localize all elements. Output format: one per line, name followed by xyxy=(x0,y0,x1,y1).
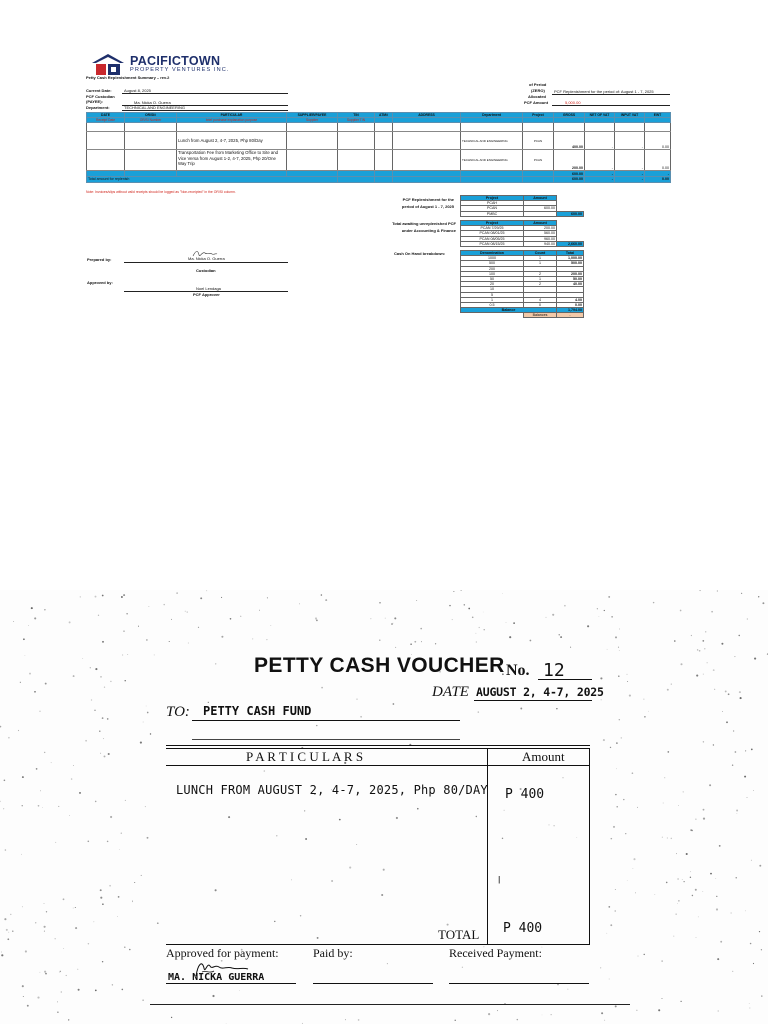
replenish-col-amount: Amount xyxy=(524,196,557,201)
voucher-total-label: TOTAL xyxy=(438,927,480,942)
coh-count: 0 xyxy=(524,302,557,307)
col-input-vat: INPUT VAT xyxy=(615,113,645,118)
coh-balance-value: 1,794.00 xyxy=(557,308,584,313)
replenish-project: PCAN xyxy=(461,206,524,211)
awaiting-amount: 940.00 xyxy=(524,241,557,246)
amount-divider xyxy=(487,748,488,944)
prepared-by-name: Ma. Nicka O. Guerra xyxy=(188,256,225,261)
payee-value: Ma. Nicka O. Guerra xyxy=(134,99,171,105)
of-period-label: of Period xyxy=(529,82,547,87)
voucher-no-label: No. xyxy=(506,662,530,679)
voucher-to-line xyxy=(192,720,460,721)
table-row xyxy=(461,211,584,216)
row-1-ewt: 0.00 xyxy=(645,132,671,150)
coh-total: 40.00 xyxy=(557,282,584,287)
voucher-date-line xyxy=(474,700,592,701)
paid-sign-line xyxy=(313,983,433,984)
department-value: TECHNICAL AND ENGINEERING xyxy=(124,104,185,110)
petty-cash-voucher xyxy=(0,590,768,1024)
pcf-amount-value: 5,000.00 xyxy=(565,99,581,105)
cash-on-hand-label: Cash On Hand breakdown: xyxy=(394,251,446,256)
row-1-particular: Lunch from August 2, 4-7, 2025, Php 80/Day xyxy=(177,132,287,150)
replenishment-table xyxy=(86,112,671,183)
col-particular: PARTICULAR xyxy=(177,113,287,118)
company-subname: PROPERTY VENTURES INC. xyxy=(130,67,230,73)
particulars-header-line xyxy=(166,765,590,766)
table-row xyxy=(87,123,671,132)
col-date: DATE xyxy=(87,113,125,118)
table-row xyxy=(87,150,671,171)
sub-supplier-tin: Supplier TIN xyxy=(338,118,375,123)
row-2-project: PCAN xyxy=(523,150,554,171)
row-1-vat: - xyxy=(615,132,645,150)
voucher-to: PETTY CASH FUND xyxy=(203,704,312,718)
department-label: Department: xyxy=(86,104,110,110)
replenish-project: PCAH xyxy=(461,201,524,206)
col-gross: GROSS xyxy=(554,113,585,118)
row-2-ewt: 0.00 xyxy=(645,150,671,171)
voucher-total: P 400 xyxy=(503,921,543,936)
awaiting-project: PCAN 7/29/25 xyxy=(461,226,524,231)
col-ewt: EWT xyxy=(645,113,671,118)
sub-receipt-date: Receipt Date xyxy=(87,118,125,123)
period-text: PCF Replenishment for the period of: August 1 - 7, 2025 xyxy=(554,89,654,94)
col-or-si: OR/SI# xyxy=(125,113,177,118)
coh-count: 2 xyxy=(524,282,557,287)
replenish-col-project: Project xyxy=(461,196,524,201)
voucher-date-label: DATE xyxy=(432,684,469,700)
voucher-no-line xyxy=(538,679,592,680)
coh-balances-value: - xyxy=(557,313,584,318)
col-tin: TIN xyxy=(338,113,375,118)
sub-purpose: brief purchase explanation purpose xyxy=(177,118,287,123)
subtotal-net: - xyxy=(585,171,615,177)
coh-balances-row xyxy=(461,313,584,318)
coh-denom: 50 xyxy=(461,276,524,281)
particulars-top-line xyxy=(166,745,590,746)
coh-denom: 5 xyxy=(461,292,524,297)
prepared-by-role: Custodian xyxy=(196,268,216,273)
replenish-project: PMBC xyxy=(461,211,524,216)
col-atm: ATM# xyxy=(375,113,393,118)
current-date-value: August 8, 2025 xyxy=(124,88,151,93)
company-name: PACIFICTOWN xyxy=(130,54,221,68)
custodian-label: PCF Custodian xyxy=(86,93,115,99)
cash-on-hand-table xyxy=(460,250,584,318)
voucher-signer: MA. NICKA GUERRA xyxy=(168,972,265,983)
row-2-particular: Transportation Fee from Marketing Office to Site and Vice Versa from August 1-2, 4-7, 2025, Php 20/One Way Trip xyxy=(177,150,287,171)
table-row xyxy=(87,132,671,150)
current-date-label: Current Date: xyxy=(86,88,112,93)
coh-total: 1,000.00 xyxy=(557,256,584,261)
awaiting-project: PCAN 08/05/25 xyxy=(461,236,524,241)
zero-label: (ZERO) xyxy=(531,87,545,93)
stray-mark-icon: ǀ xyxy=(498,875,501,884)
approved-by-name: Noel Lendaga xyxy=(196,286,221,291)
coh-col-count: Count xyxy=(524,251,557,256)
coh-count: 2 xyxy=(524,271,557,276)
row-2-net: - xyxy=(585,150,615,171)
voucher-bottom-line xyxy=(166,944,590,945)
awaiting-table xyxy=(460,220,584,247)
row-2-department: TECHNICAL AND ENGINEERING xyxy=(461,150,523,171)
awaiting-project: PCAN 08/15/25 xyxy=(461,241,524,246)
coh-denom: 10 xyxy=(461,287,524,292)
coh-denom: 1000 xyxy=(461,256,524,261)
coh-col-denom: Denomination xyxy=(461,251,524,256)
coh-denom: 20 xyxy=(461,282,524,287)
coh-denom: 500 xyxy=(461,261,524,266)
coh-col-total: Total xyxy=(557,251,584,256)
pcf-amount-line xyxy=(552,105,670,106)
replenish-amount: 600.00 xyxy=(524,206,557,211)
approved-by-label: Approved by: xyxy=(87,280,113,285)
replenish-summary-table xyxy=(460,195,584,217)
approved-sign-line xyxy=(166,983,296,984)
coh-balances-label: Balances xyxy=(524,313,557,318)
awaiting-col-project: Project xyxy=(461,221,524,226)
total-vat: - xyxy=(615,177,645,183)
coh-count: 4 xyxy=(524,297,557,302)
row-1-gross: 400.00 xyxy=(554,132,585,150)
allocated-label: Allocated xyxy=(528,93,547,99)
voucher-no: 12 xyxy=(543,660,565,681)
awaiting-project: PCAN 08/01/25 xyxy=(461,231,524,236)
report-title: Petty Cash Replenishment Summary – rev.2 xyxy=(86,75,170,80)
coh-denom: 200 xyxy=(461,266,524,271)
subtotal-gross: 600.00 xyxy=(554,171,585,177)
voucher-amount: P 400 xyxy=(505,787,545,802)
prepared-by-label: Prepared by: xyxy=(87,257,112,262)
replenish-summary-label: PCF Replenishment for the period of August 1 - 7, 2025 xyxy=(401,197,454,209)
awaiting-label: Total awaiting unreplenished PCF under Accounting & Finance xyxy=(392,221,456,233)
coh-total: 200.00 xyxy=(557,271,584,276)
total-ewt: 0.00 xyxy=(645,177,671,183)
table-row xyxy=(461,241,584,246)
voucher-particular: LUNCH FROM AUGUST 2, 4-7, 2025, Php 80/DAY xyxy=(176,783,488,797)
sub-or-si-number: OR/SI Number xyxy=(125,118,177,123)
payee-label: (PAYEE): xyxy=(86,99,103,104)
coh-denom: 0.5 xyxy=(461,302,524,307)
total-gross: 600.00 xyxy=(554,177,585,183)
coh-denom: 1 xyxy=(461,297,524,302)
pcf-amount-label: PCF Amount xyxy=(524,99,549,105)
awaiting-total: 2,660.00 xyxy=(557,241,584,246)
box-right-border xyxy=(589,748,590,944)
table-note: Note: Invoices/slips without valid receipts should be logged as "Non-receipted" in the OR/SI column. xyxy=(86,190,236,194)
table-total-row xyxy=(87,177,671,183)
voucher-title: PETTY CASH VOUCHER xyxy=(254,654,505,677)
amount-header: Amount xyxy=(522,749,565,764)
period-line xyxy=(552,94,670,95)
subtotal-ewt: - xyxy=(645,171,671,177)
coh-denom: 100 xyxy=(461,271,524,276)
row-2-vat: - xyxy=(615,150,645,171)
row-1-project: PCAN xyxy=(523,132,554,150)
awaiting-amount: 200.00 xyxy=(524,226,557,231)
particulars-header: P A R T I C U L A R S xyxy=(246,749,364,764)
received-sign-line xyxy=(449,983,589,984)
coh-total: 4.00 xyxy=(557,297,584,302)
voucher-edge-line xyxy=(150,1004,630,1005)
paid-by-label: Paid by: xyxy=(313,946,353,960)
subtotal-vat: - xyxy=(615,171,645,177)
sub-supplier: Supplier xyxy=(287,118,338,123)
total-label: Total amount for replenish xyxy=(87,177,338,183)
coh-total: 0.00 xyxy=(557,302,584,307)
logo-house-icon xyxy=(90,52,126,76)
coh-count: 1 xyxy=(524,256,557,261)
department-line xyxy=(122,110,288,111)
received-payment-label: Received Payment: xyxy=(449,946,542,960)
awaiting-amount: 560.00 xyxy=(524,231,557,236)
approved-by-role: PCF Approver xyxy=(193,292,220,297)
voucher-to-line-2 xyxy=(192,739,460,740)
approved-for-payment-label: Approved for payment: xyxy=(166,946,279,960)
col-net: NET OF VAT xyxy=(585,113,615,118)
voucher-date: AUGUST 2, 4-7, 2025 xyxy=(476,685,604,699)
total-net: - xyxy=(585,177,615,183)
coh-balance-label: Balance xyxy=(461,308,557,313)
row-2-gross: 200.00 xyxy=(554,150,585,171)
replenish-total: 600.00 xyxy=(557,211,584,216)
row-1-department: TECHNICAL AND ENGINEERING xyxy=(461,132,523,150)
replenish-amount xyxy=(524,211,557,216)
col-supplier: SUPPLIER/PAYEE xyxy=(287,113,338,118)
voucher-to-label: TO: xyxy=(166,704,190,720)
col-department: Department xyxy=(461,113,523,118)
awaiting-col-amount: Amount xyxy=(524,221,557,226)
awaiting-amount: 960.00 xyxy=(524,236,557,241)
prepared-line xyxy=(124,262,288,263)
col-project: Project xyxy=(523,113,554,118)
coh-total: 50.00 xyxy=(557,276,584,281)
coh-total: 500.00 xyxy=(557,261,584,266)
col-address: ADDRESS xyxy=(393,113,461,118)
coh-count: 1 xyxy=(524,261,557,266)
coh-count: 1 xyxy=(524,276,557,281)
row-1-net: - xyxy=(585,132,615,150)
current-date-line xyxy=(122,93,288,94)
